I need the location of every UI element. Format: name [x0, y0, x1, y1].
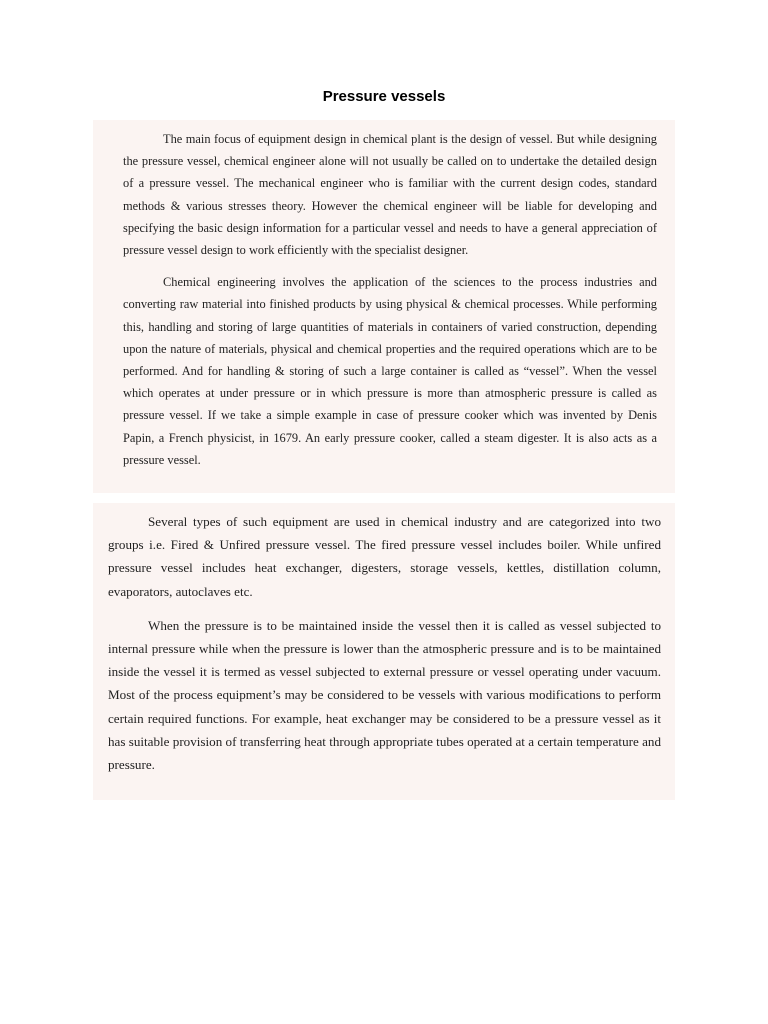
text-block-classification — [93, 503, 675, 800]
paragraph-internal-external-pressure: When the pressure is to be maintained inside the vessel then it is called as vessel subjected to internal pressure while when the pressure is lower than the atmospheric pressure and is to be maintained inside the vessel it is termed as vessel subjected to external pressure or vessel operating under vacuum. Most of the process equipment’s may be considered to be vessels with various modifications to perform certain required functions. For example, heat exchanger may be considered to be a pressure vessel as it has suitable provision of transferring heat through appropriate tubes operated at a certain temperature and pressure. — [108, 617, 661, 773]
paragraph-vessel-types: Several types of such equipment are used in chemical industry and are categorized into two groups i.e. Fired & Unfired pressure vessel. The fired pressure vessel includes boiler. While unfired pressure vessel includes heat exchanger, digesters, storage vessels, kettles, distillation column, evaporators, autoclaves etc. — [108, 514, 661, 599]
paragraph-chemical-engineering: Chemical engineering involves the application of the sciences to the process industries and converting raw material into finished products by using physical & chemical processes. While performing this, handling and storing of large quantities of materials in containers of varied construction, depending upon the nature of materials, physical and chemical properties and the required operations which are to be performed. And for handling & storing of such a large container is called as “vessel”. When the vessel which operates at under pressure or in which pressure is more than atmospheric pressure is called as pressure vessel. If we take a simple example in case of pressure cooker which was invented by Denis Papin, a French physicist, in 1679. An early pressure cooker, called a steam digester. It is also acts as a pressure vessel. — [123, 275, 657, 467]
text-block-introduction — [93, 120, 675, 493]
page-title: Pressure vessels — [322, 88, 446, 105]
paragraph-equipment-design: The main focus of equipment design in chemical plant is the design of vessel. But while designing the pressure vessel, chemical engineer alone will not usually be called on to undertake the detailed design of a pressure vessel. The mechanical engineer who is familiar with the current design codes, standard methods & various stresses theory. However the chemical engineer will be liable for developing and specifying the basic design information for a particular vessel and needs to have a general appreciation of pressure vessel design to work efficiently with the specialist designer. — [123, 132, 657, 258]
